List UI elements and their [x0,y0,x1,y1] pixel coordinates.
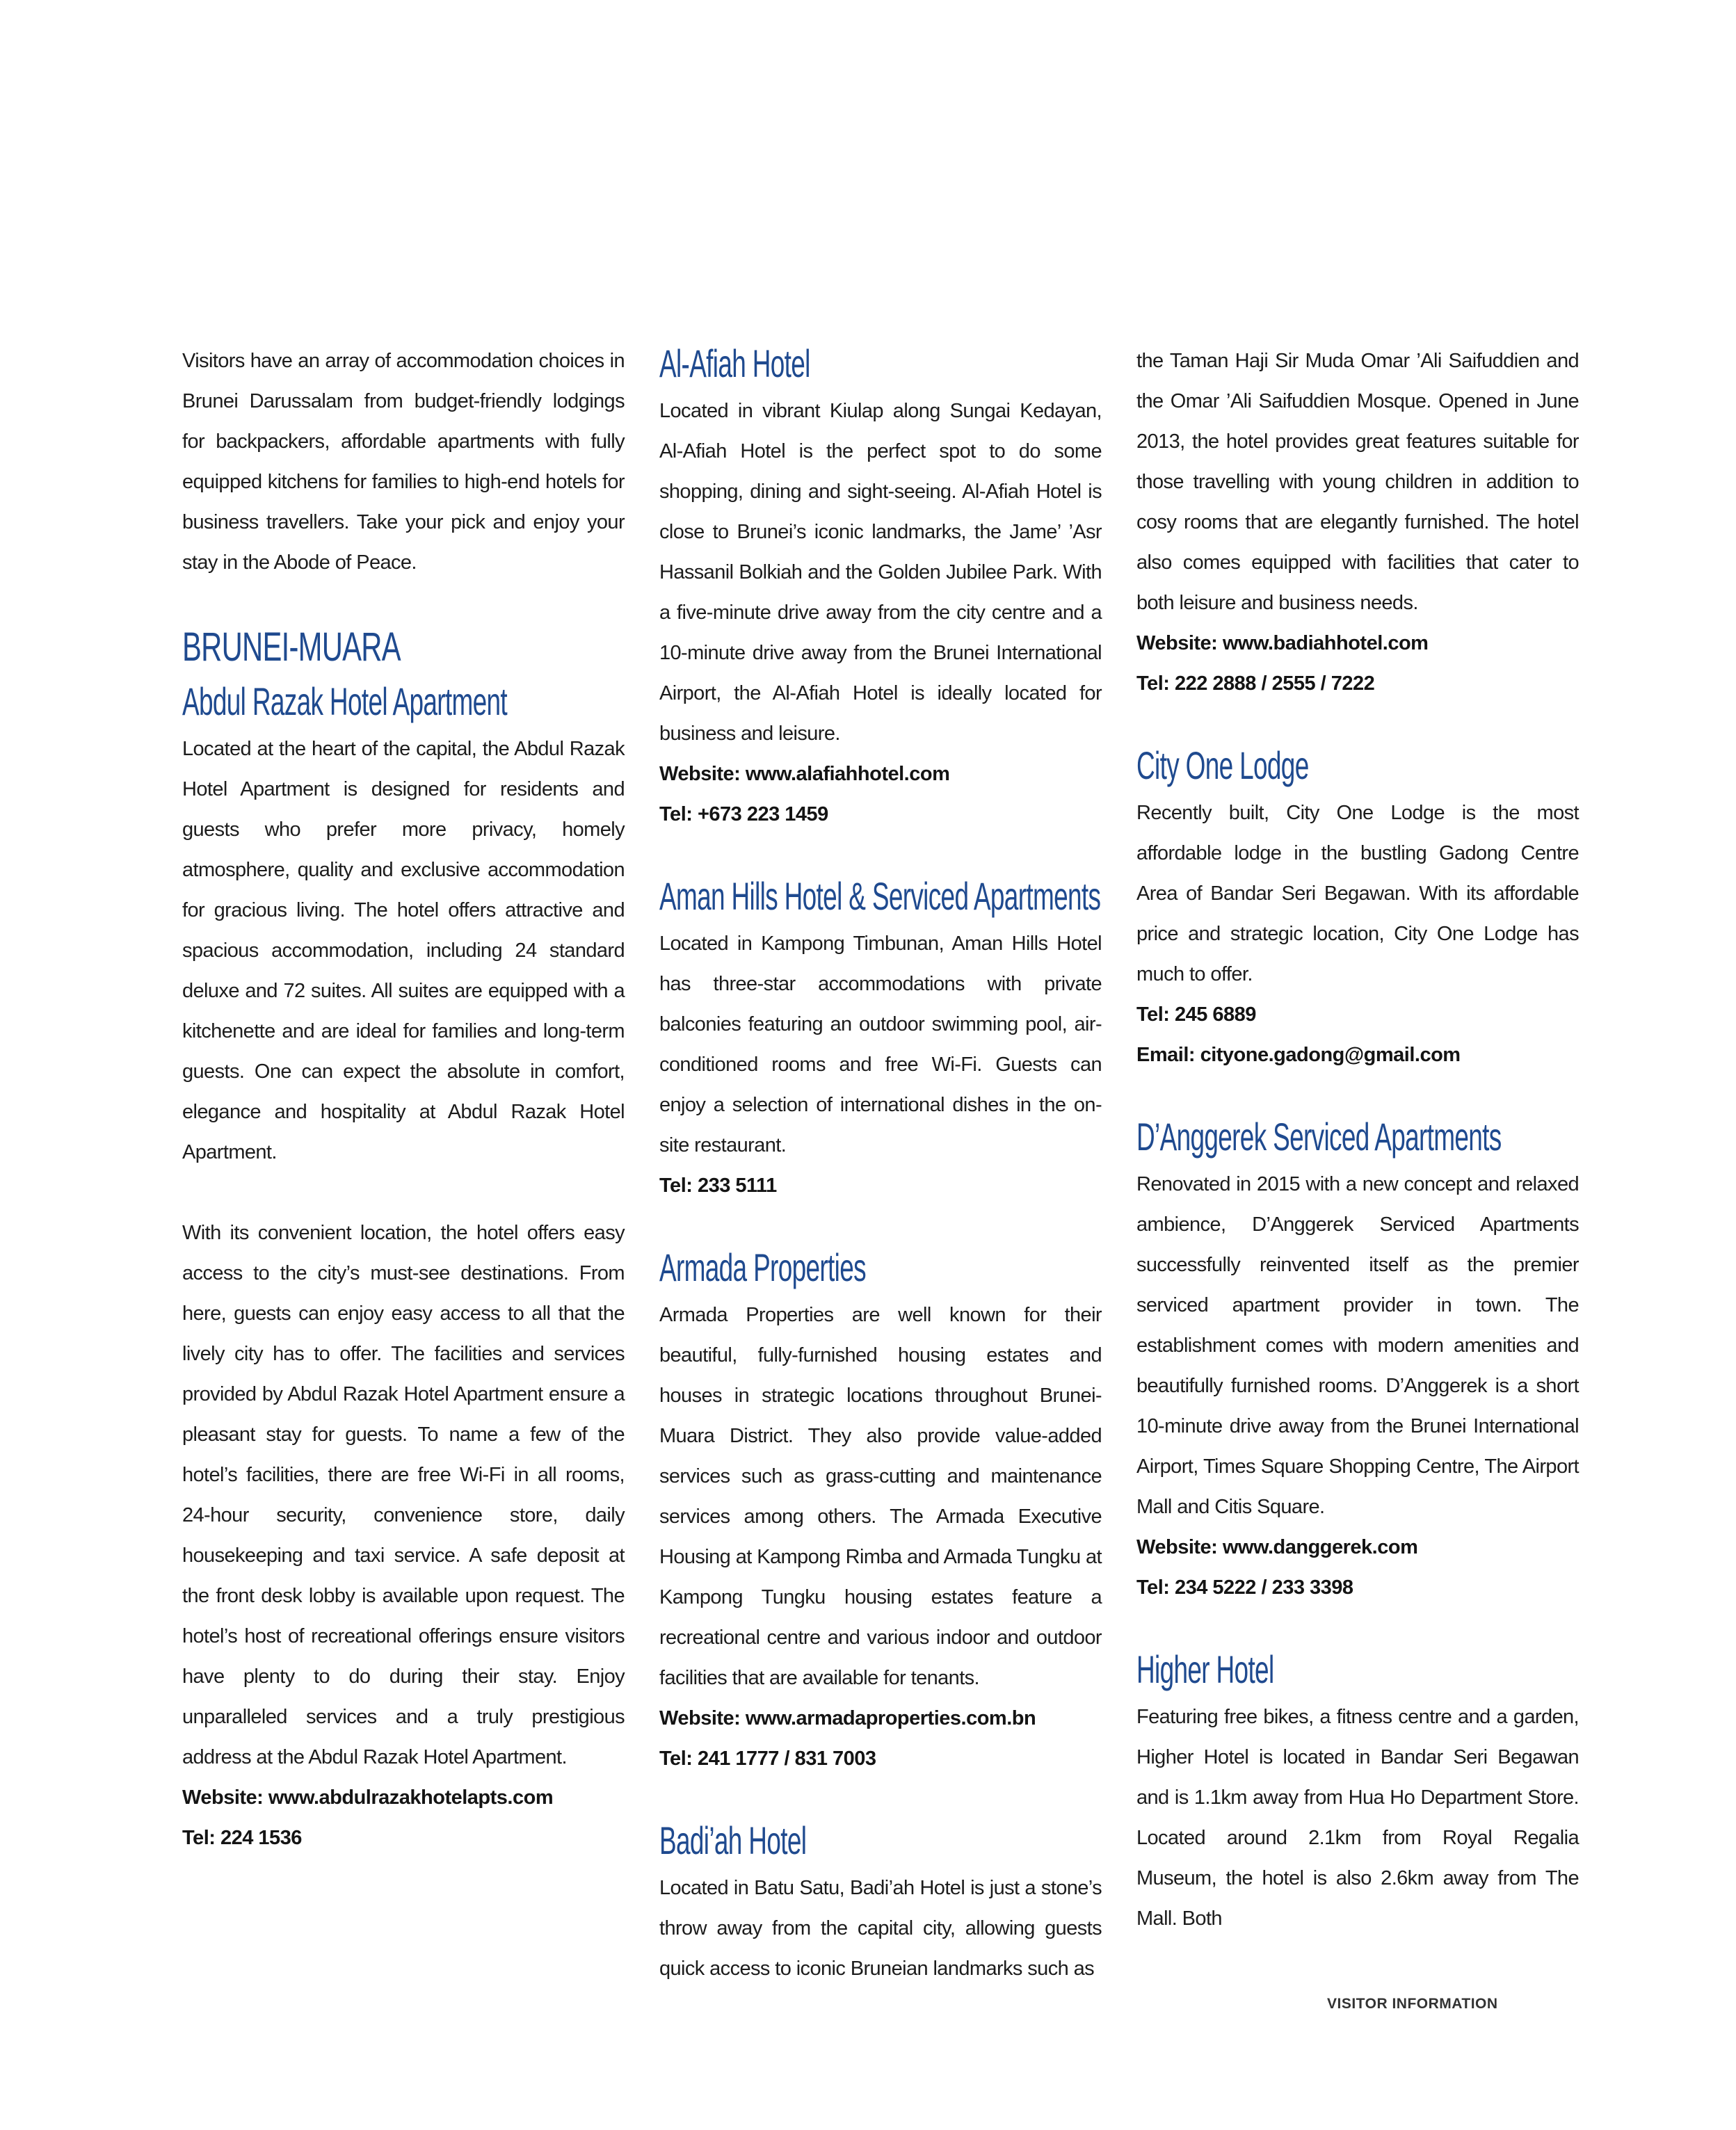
listing-description-danggerek: Renovated in 2015 with a new concept and relaxed ambience, D’Anggerek Serviced Apartments successfully reinvented itself as the premier serviced apartment provider in town. The establishment comes with modern amenities and beautifully furnished rooms. D’Anggerek is a short 10-minute drive away from the Brunei International Airport, Times Square Shopping Centre, The Airport Mall and Citis Square. [1136,1173,1579,1518]
listing-title-higher-hotel: Higher Hotel [1136,1647,1274,1691]
footer-section-label: VISITOR INFORMATION [1327,1996,1498,2012]
listing-tel-aman-hills: Tel: 233 5111 [659,1175,777,1197]
listing-title-aman-hills: Aman Hills Hotel & Serviced Apartments [659,874,1101,918]
listing-description-aman-hills: Located in Kampong Timbunan, Aman Hills Hotel has three-star accommodations with private balconies featuring an outdoor swimming pool, air-conditioned rooms and free Wi-Fi. Guests can enjoy a selection of international dishes in the on-site restaurant. [659,933,1102,1156]
listing-description-armada: Armada Properties are well known for their beautiful, fully-furnished housing estates and houses in strategic locations throughout Brunei-Muara District. They also provide value-added services such as grass-cutting and maintenance services among others. The Armada Executive Housing at Kampong Rimba and Armada Tungku at Kampong Tungku housing estates feature a recreational centre and various indoor and outdoor facilities that are available for tenants. [659,1304,1102,1689]
listing-website-abdul-razak[interactable]: Website: www.abdulrazakhotelapts.com [182,1786,554,1809]
listing-tel-danggerek: Tel: 234 5222 / 233 3398 [1136,1576,1353,1599]
listing-website-armada[interactable]: Website: www.armadaproperties.com.bn [659,1707,1036,1729]
listing-website-al-afiah[interactable]: Website: www.alafiahhotel.com [659,763,950,785]
section-title: BRUNEI-MUARA [182,624,401,670]
listing-description-abdul-razak-2: With its convenient location, the hotel offers easy access to the city’s must-see destinations. From here, guests can enjoy easy access to all that the lively city has to offer. The facilities and services provided by Abdul Razak Hotel Apartment ensure a pleasant stay for guests. To name a few of the hotel’s facilities, there are free Wi-Fi in all rooms, 24-hour security, convenience store, daily housekeeping and taxi service. A safe deposit at the front desk lobby is available upon request. The hotel’s host of recreational offerings ensure visitors have plenty to do during their stay. Enjoy unparalleled services and a truly prestigious address at the Abdul Razak Hotel Apartment. [182,1222,625,1768]
listing-title-abdul-razak: Abdul Razak Hotel Apartment [182,679,508,723]
listing-title-city-one: City One Lodge [1136,743,1309,787]
intro-paragraph: Visitors have an array of accommodation choices in Brunei Darussalam from budget-friendly lodgings for backpackers, affordable apartments with fully equipped kitchens for families to high-end hotels for business travellers. Take your pick and enjoy your stay in the Abode of Peace. [182,350,625,574]
listing-email-city-one[interactable]: Email: cityone.gadong@gmail.com [1136,1044,1461,1066]
listing-description-badiah-part1: Located in Batu Satu, Badi’ah Hotel is just a stone’s throw away from the capital city, allowing guests quick access to iconic Bruneian landmarks such as [659,1877,1102,1980]
listing-description-city-one: Recently built, City One Lodge is the most affordable lodge in the bustling Gadong Centre Area of Bandar Seri Begawan. With its affordable price and strategic location, City One Lodge has much to offer. [1136,802,1579,985]
column-left [182,341,625,1858]
listing-description-higher-hotel: Featuring free bikes, a fitness centre and a garden, Higher Hotel is located in Bandar Seri Begawan and is 1.1km away from Hua Ho Department Store. Located around 2.1km from Royal Regalia Museum, the hotel is also 2.6km away from The Mall. Both [1136,1706,1579,1930]
listing-title-armada: Armada Properties [659,1245,866,1289]
listing-title-badiah: Badi’ah Hotel [659,1818,807,1862]
listing-description-al-afiah: Located in vibrant Kiulap along Sungai Kedayan, Al-Afiah Hotel is the perfect spot to do some shopping, dining and sight-seeing. Al-Afiah Hotel is close to Brunei’s iconic landmarks, the Jame’ ’Asr Hassanil Bolkiah and the Golden Jubilee Park. With a five-minute drive away from the city centre and a 10-minute drive away from the Brunei International Airport, the Al-Afiah Hotel is ideally located for business and leisure. [659,400,1102,745]
listing-title-al-afiah: Al-Afiah Hotel [659,341,810,385]
column-middle [659,341,1102,1989]
listing-tel-al-afiah: Tel: +673 223 1459 [659,803,828,825]
paragraph-spacer [182,1172,625,1213]
listing-website-badiah[interactable]: Website: www.badiahhotel.com [1136,632,1429,654]
listing-tel-abdul-razak: Tel: 224 1536 [182,1827,302,1849]
column-right [1136,341,1579,1939]
listing-tel-badiah: Tel: 222 2888 / 2555 / 7222 [1136,672,1375,695]
listing-title-danggerek: D’Anggerek Serviced Apartments [1136,1115,1502,1159]
listing-tel-armada: Tel: 241 1777 / 831 7003 [659,1748,876,1770]
listing-tel-city-one: Tel: 245 6889 [1136,1003,1256,1026]
listing-description-abdul-razak-1: Located at the heart of the capital, the Abdul Razak Hotel Apartment is designed for residents and guests who prefer more privacy, homely atmosphere, quality and exclusive accommodation for gracious living. The hotel offers attractive and spacious accommodation, including 24 standard deluxe and 72 suites. All suites are equipped with a kitchenette and are ideal for families and long-term guests. One can expect the absolute in comfort, elegance and hospitality at Abdul Razak Hotel Apartment. [182,738,625,1163]
listing-description-badiah-part2: the Taman Haji Sir Muda Omar ’Ali Saifuddien and the Omar ’Ali Saifuddien Mosque. Opened in June 2013, the hotel provides great features suitable for those travelling with young children in addition to cosy rooms that are elegantly furnished. The hotel also comes equipped with facilities that cater to both leisure and business needs. [1136,350,1579,614]
listing-website-danggerek[interactable]: Website: www.danggerek.com [1136,1536,1418,1558]
